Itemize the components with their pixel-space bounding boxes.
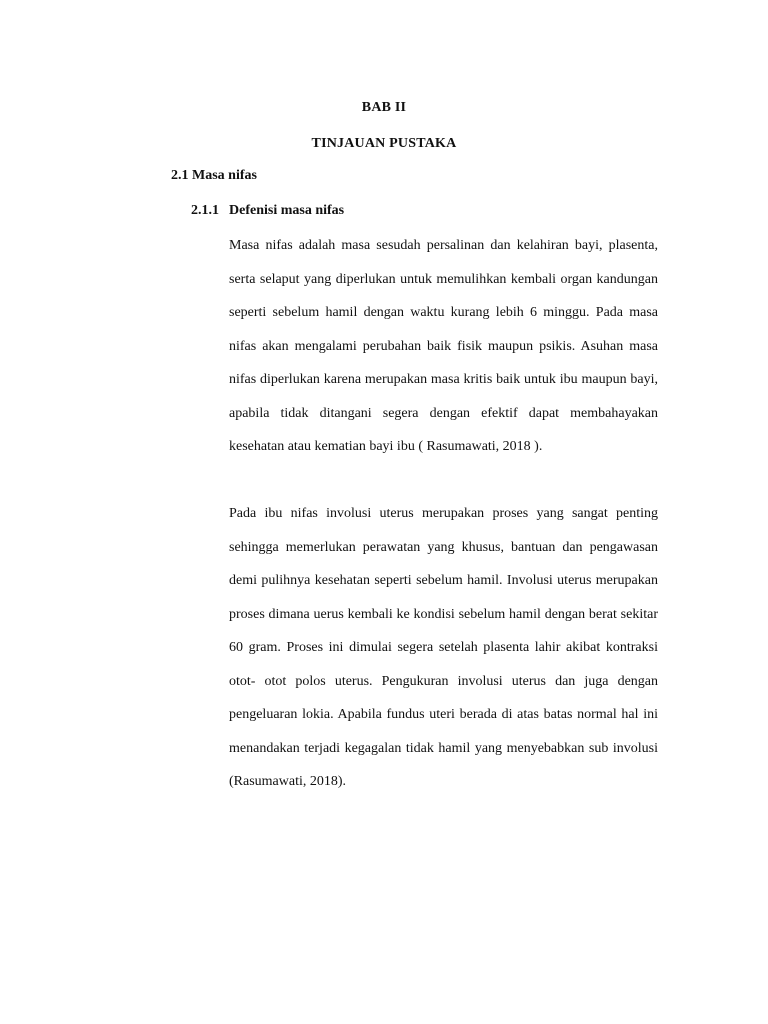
body-paragraph: Pada ibu nifas involusi uterus merupakan proses yang sangat penting sehingga memerlukan perawatan yang khusus, bantuan dan pengawasan demi pulihnya kesehatan seperti sebelum hamil. Involusi uterus merupakan proses dimana uerus kembali ke kondisi sebelum hamil dengan berat sekitar 60 gram. Proses ini dimulai segera setelah plasenta lahir akibat kontraksi otot- otot polos uterus. Pengukuran involusi uterus dan juga dengan pengeluaran lokia. Apabila fundus uteri berada di atas batas normal hal ini menandakan terjadi kegagalan tidak hamil yang menyebabkan sub involusi (Rasumawati, 2018). <box>229 506 658 789</box>
subsection-heading <box>191 203 344 219</box>
body-paragraph: Masa nifas adalah masa sesudah persalinan dan kelahiran bayi, plasenta, serta selaput yang diperlukan untuk memulihkan kembali organ kandungan seperti sebelum hamil dengan waktu kurang lebih 6 minggu. Pada masa nifas akan mengalami perubahan baik fisik maupun psikis. Asuhan masa nifas diperlukan karena merupakan masa kritis baik untuk ibu maupun bayi, apabila tidak ditangani segera dengan efektif dapat membahayakan kesehatan atau kematian bayi ibu ( Rasumawati, 2018 ). <box>229 238 658 454</box>
chapter-title: TINJAUAN PUSTAKA <box>311 136 457 151</box>
subsection-title: Defenisi masa nifas <box>229 203 345 218</box>
chapter-number: BAB II <box>361 100 407 115</box>
section-heading: 2.1 Masa nifas <box>171 168 257 183</box>
subsection-number: 2.1.1 <box>191 203 219 218</box>
